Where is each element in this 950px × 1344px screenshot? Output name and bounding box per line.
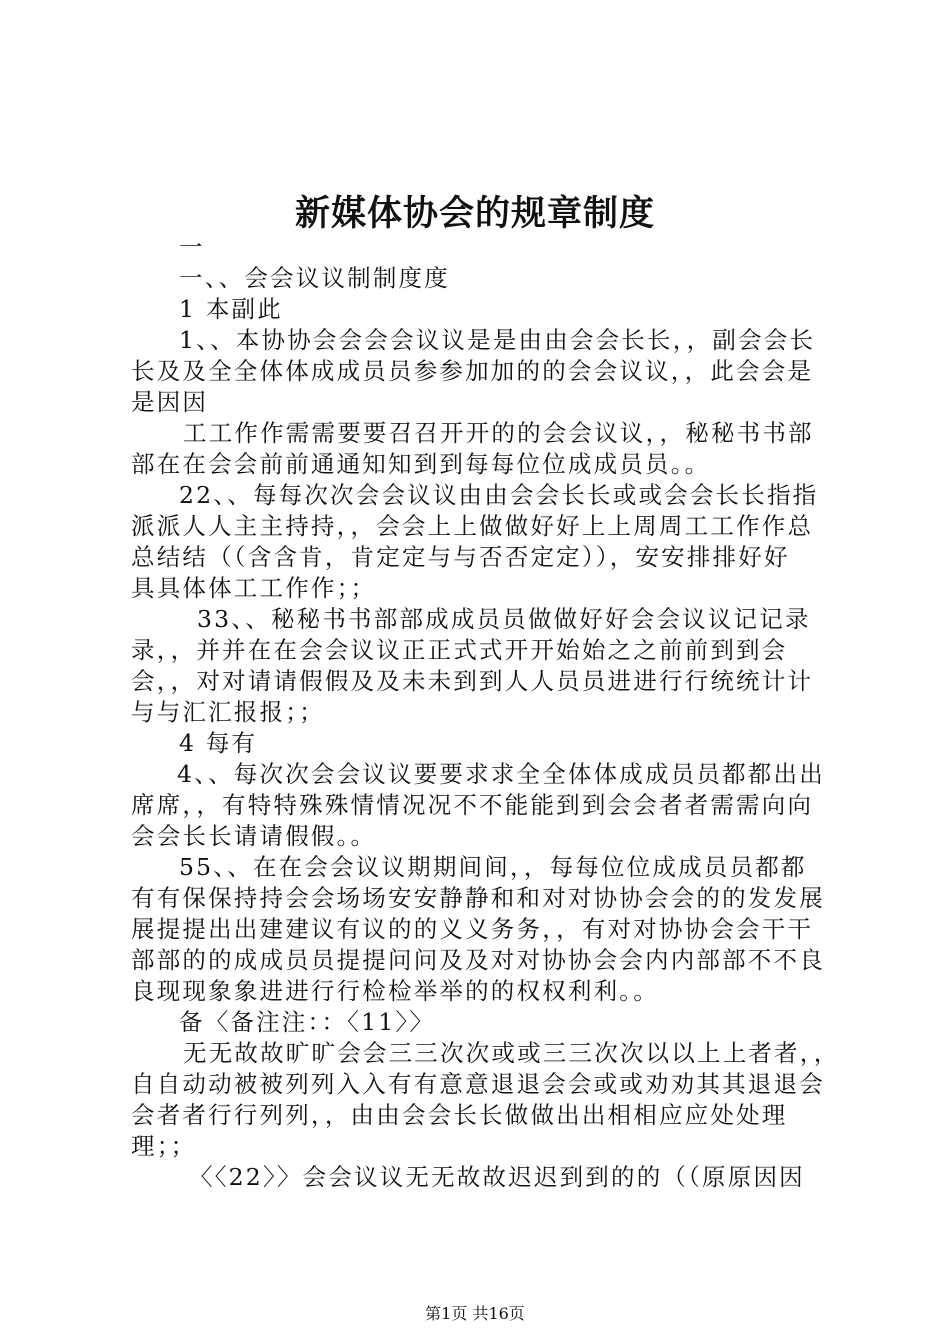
paragraph [131, 418, 831, 480]
text-line: 一 [179, 233, 205, 261]
paragraph [131, 604, 831, 728]
paragraph [131, 232, 831, 263]
text-line: 总结结（（含含肯，肯定定与与否否定定）），安安排排好好 [131, 543, 790, 571]
text-line: 无无故故旷旷会会三三次次或或三三次次以以上上者者，， [183, 1039, 840, 1067]
text-line: 理；； [131, 1132, 197, 1160]
text-line: 会会长长请请假假。。 [131, 822, 377, 850]
text-line: 自自动动被被列列入入有有意意退退会会或或劝劝其其退退会 [131, 1070, 825, 1098]
paragraph [131, 263, 831, 294]
text-line: 有有保保持持会会场场安安静静和和对对协协会会的的发发展 [131, 884, 825, 912]
text-line: 4、、每次次会会议议要要求求全全体体成成员员都都出出 [177, 760, 825, 788]
text-line: 4 每有 [179, 729, 258, 757]
text-line: 录，，并并在在会会议议正正式式开开始始之之前前到到会 [131, 636, 788, 664]
paragraph [131, 1162, 831, 1193]
text-line: 部部的的成成员员提提问问及及对对协协会会内内部部不不良 [131, 946, 825, 974]
text-line: 〈〈22〉〉会会议议无无故故迟迟到到的的（（原原因因 [189, 1163, 805, 1191]
text-line: 派派人人主主持持，，会会上上做做好好上上周周工工作作总 [131, 512, 814, 540]
document-title: 新媒体协会的规章制度 [294, 193, 655, 234]
text-line: 展提提出出建建议有议的的义义务务，，有对对协协会会干干 [131, 915, 814, 943]
paragraph [131, 852, 831, 1007]
text-line: 一、、会会议议制制度度 [179, 264, 450, 292]
text-line: 会者者行行列列，，由由会会长长做做出出相相应应处处理 [131, 1101, 788, 1129]
text-line: 具具体体工工作作；； [131, 574, 377, 602]
text-line: 与与汇汇报报；； [131, 698, 325, 726]
text-line: 工工作作需需要要召召开开的的会会议议，，秘秘书书部 [183, 419, 814, 447]
text-line: 是因因 [131, 388, 209, 416]
text-line: 22、、每每次次会会议议由由会会长长或或会会长长指指 [179, 481, 819, 509]
paragraph [131, 294, 831, 325]
text-line: 会，，对对请请假假及及未未到到人人员员进进行行统统计计 [131, 667, 814, 695]
text-line: 1、、本协协会会会会议议是是由由会会长长，，副会会长 [179, 326, 816, 354]
text-line: 部在在会会前前通通知知到到每每位位成成员员。。 [131, 450, 711, 478]
text-line: 席席，，有特特殊殊情情况况不不能能到到会会者者需需向向 [131, 791, 814, 819]
page-footer: 第1页 共16页 [425, 1304, 525, 1323]
paragraph [131, 759, 831, 852]
text-line: 55、、在在会会议议期期间间，，每每位位成成员员都都 [179, 853, 807, 881]
paragraph [131, 480, 831, 604]
paragraph [131, 1038, 840, 1162]
text-line: 长及及全全体体成成员员参参加加的的会会议议，，此会会是 [131, 357, 814, 385]
paragraph [131, 325, 831, 418]
text-line: 33、、秘秘书书部部成成员员做做好好会会议议记记录 [197, 605, 811, 633]
paragraph [131, 1007, 831, 1038]
text-line: 良现现象象进进行行检检举举的的权权利利。。 [131, 977, 659, 1005]
paragraph [131, 728, 831, 759]
text-line: 1 本副此 [179, 295, 283, 323]
document-body [131, 232, 840, 1193]
text-line: 备〈备注注：：〈11〉〉 [179, 1008, 436, 1036]
